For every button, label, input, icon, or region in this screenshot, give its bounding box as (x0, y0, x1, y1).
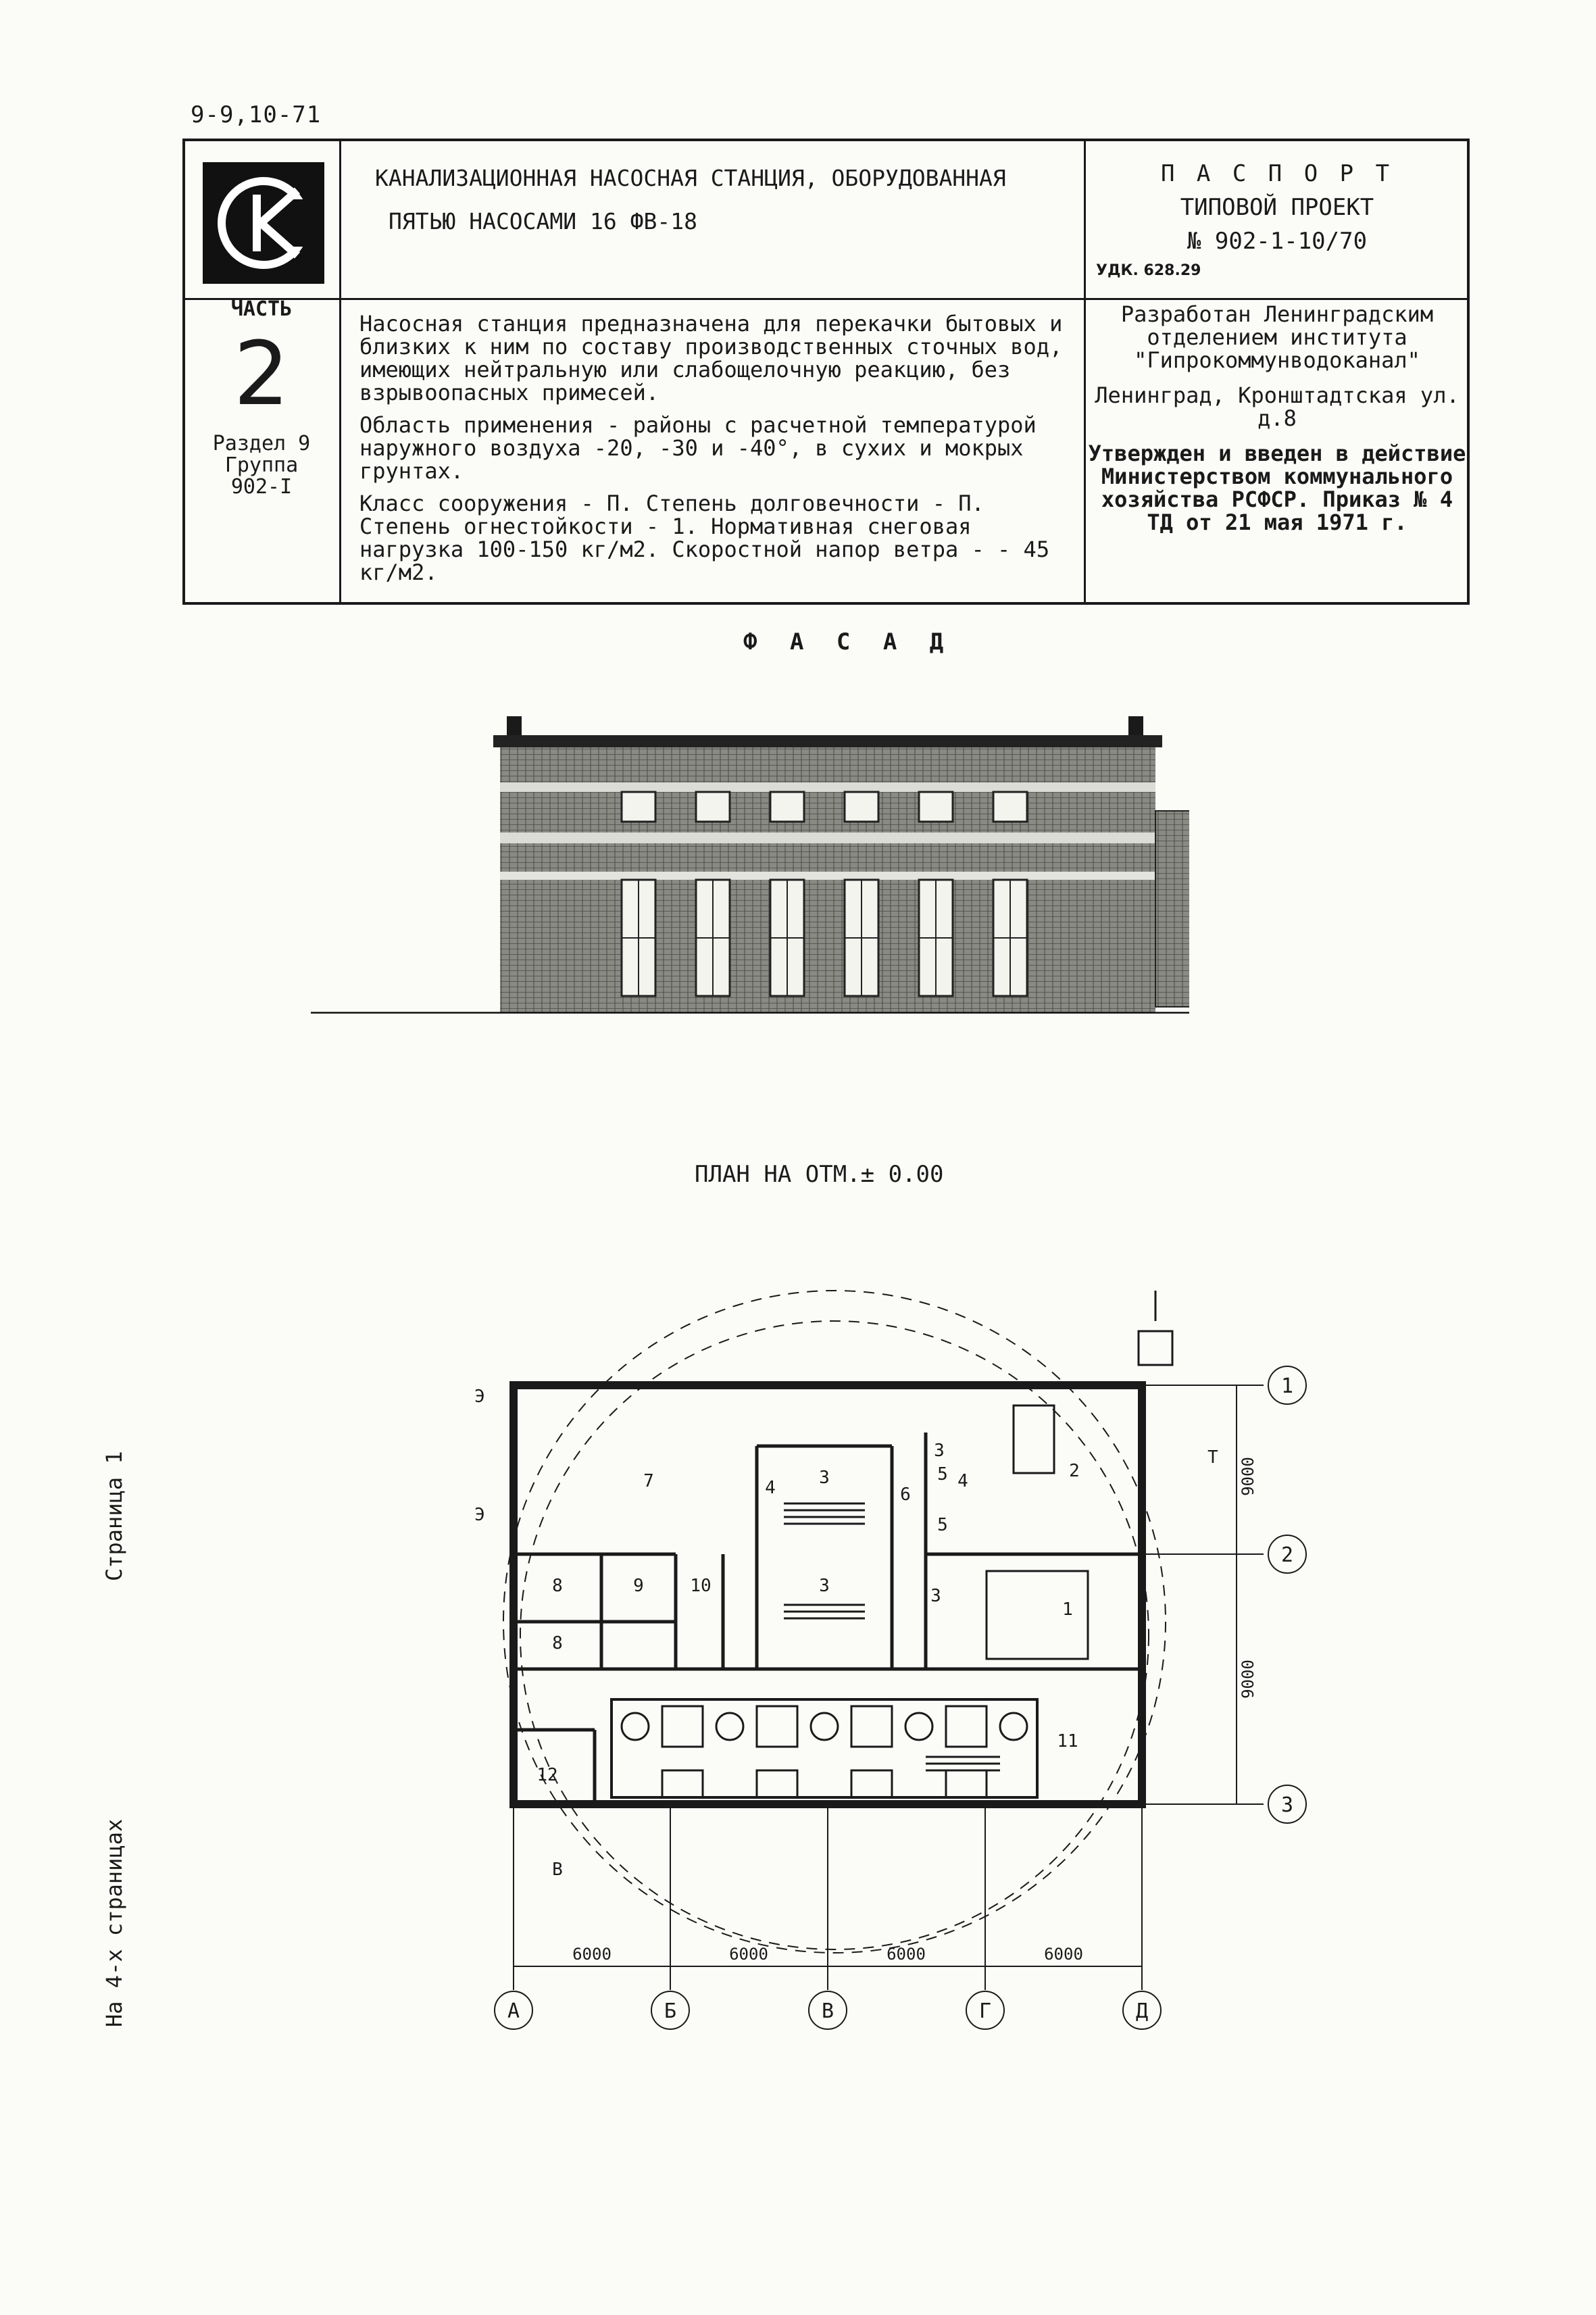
developer-address: Ленинград, Кронштадтская ул. д.8 (1095, 382, 1460, 431)
room-label: 3 (930, 1586, 941, 1606)
dimension-label: 6000 (887, 1945, 926, 1964)
dimension-label: 9000 (1239, 1660, 1257, 1699)
part-number: 2 (233, 322, 290, 425)
room-label: 4 (957, 1471, 968, 1491)
axis-label-col: Г (978, 1999, 992, 2023)
axis-label-col: Д (1135, 1999, 1149, 2023)
room-label: 9 (633, 1576, 644, 1596)
group-label: Группа (224, 453, 299, 477)
project-type: ТИПОВОЙ ПРОЕКТ (1180, 194, 1374, 221)
developer-org: Разработан Ленинградским отделением института "Гипрокоммунводоканал" (1120, 301, 1434, 373)
table-divider (185, 298, 1467, 300)
room-label: 12 (537, 1765, 558, 1785)
room-label: 8 (552, 1633, 563, 1653)
part-block (184, 297, 339, 498)
utility-mark: Э (474, 1505, 485, 1525)
room-label: 7 (643, 1471, 654, 1491)
utility-mark: В (552, 1860, 563, 1880)
passport-block (1088, 157, 1466, 258)
part-label: ЧАСТЬ (230, 297, 293, 321)
room-label: 5 (937, 1464, 948, 1485)
axis-label-row: 1 (1280, 1374, 1294, 1398)
page-count: На 4-х страницах (101, 1818, 127, 2027)
room-label: 6 (900, 1485, 911, 1505)
project-number: № 902-1-10/70 (1187, 228, 1368, 255)
dimension-label: 9000 (1239, 1457, 1257, 1496)
room-label: 5 (937, 1515, 948, 1535)
axis-label-col: А (507, 1999, 520, 2023)
axis-label-col: В (821, 1999, 834, 2023)
group-number: 902-I (230, 475, 293, 499)
document-code: 9-9,10-71 (191, 101, 322, 128)
udk-code: УДК. 628.29 (1096, 262, 1201, 279)
axis-label-row: 2 (1280, 1543, 1294, 1567)
page-number: Страница 1 (101, 1451, 127, 1581)
facade-drawing (311, 716, 1189, 1014)
description (359, 312, 1074, 593)
room-label: 3 (819, 1468, 830, 1488)
logo (203, 162, 324, 284)
project-title-line1: КАНАЛИЗАЦИОННАЯ НАСОСНАЯ СТАНЦИЯ, ОБОРУДОВАННАЯ (375, 165, 1006, 191)
utility-mark: Э (474, 1387, 485, 1407)
table-divider (339, 141, 341, 602)
room-label: 10 (690, 1576, 712, 1596)
dimension-label: 6000 (729, 1945, 768, 1964)
floor-plan (459, 1284, 1338, 2061)
room-label: 8 (552, 1576, 563, 1596)
description-purpose: Насосная станция предназначена для перекачки бытовых и близких к ним по составу производственных сточных вод, имеющих нейтральную или слабощелочную реакцию, без взрывоопасных примесей. (359, 311, 1063, 405)
room-label: 1 (1062, 1599, 1073, 1620)
description-application: Область применения - районы с расчетной температурой наружного воздуха -20, -30 и -40°, в сухих и мокрых грунтах. (359, 412, 1037, 484)
logo-graphic (203, 162, 324, 284)
utility-mark: Т (1207, 1447, 1218, 1468)
project-title (375, 157, 1078, 243)
room-label: 3 (819, 1576, 830, 1596)
approval-note: Утвержден и введен в действие Министерством коммунального хозяйства РСФСР. Приказ № 4 ТД от 21 мая 1971 г. (1088, 441, 1466, 535)
table-divider (1084, 141, 1086, 602)
passport-label: П А С П О Р Т (1160, 160, 1394, 187)
plan-title: ПЛАН НА ОТМ.± 0.00 (695, 1161, 944, 1188)
room-label: 4 (765, 1478, 776, 1498)
axis-label-row: 3 (1280, 1793, 1294, 1817)
description-class: Класс сооружения - П. Степень долговечности - П. Степень огнестойкости - 1. Нормативная снеговая нагрузка 100-150 кг/м2. Скоростной напор ветра - - 45 кг/м2. (359, 491, 1050, 585)
room-label: 3 (934, 1441, 945, 1461)
section-label: Раздел 9 (212, 432, 311, 455)
developer-block (1088, 303, 1466, 546)
room-label: 2 (1069, 1461, 1080, 1481)
dimension-label: 6000 (572, 1945, 612, 1964)
room-label: 11 (1057, 1731, 1078, 1751)
facade-title: Ф А С А Д (743, 628, 953, 655)
dimension-label: 6000 (1044, 1945, 1083, 1964)
project-title-line2: ПЯТЬЮ НАСОСАМИ 16 ФВ-18 (389, 208, 697, 234)
axis-label-col: Б (664, 1999, 677, 2023)
